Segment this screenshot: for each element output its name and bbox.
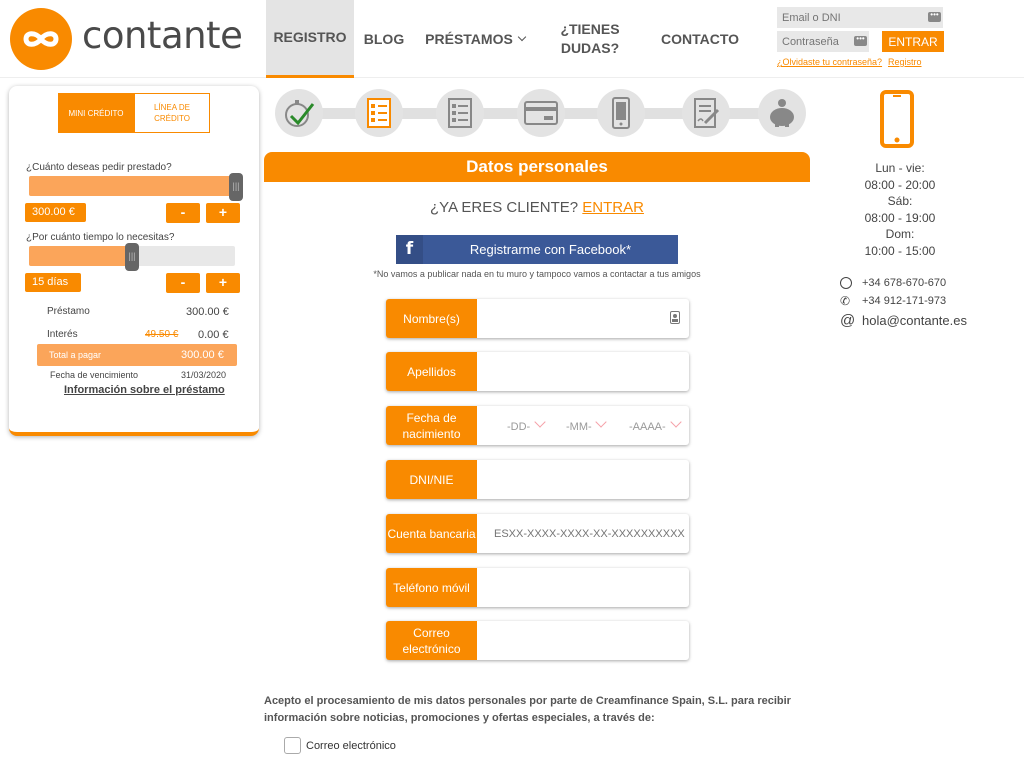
dni-label: DNI/NIE	[386, 460, 477, 499]
fecha-nacimiento-field	[386, 406, 689, 445]
telefono-input[interactable]	[477, 568, 689, 607]
loan-value: 300.00 €	[186, 306, 229, 318]
brand-name[interactable]: contante	[82, 14, 243, 57]
nombre-label: Nombre(s)	[386, 299, 477, 338]
total-value: 300.00 €	[181, 349, 224, 361]
section-title: Datos personales	[264, 152, 810, 182]
checklist-icon	[355, 89, 403, 137]
interest-value: 0.00 €	[198, 329, 229, 341]
amount-plus-button[interactable]: +	[206, 203, 240, 223]
piggy-bank-icon	[758, 89, 806, 137]
password-dots-icon[interactable]: •••	[854, 36, 867, 46]
time-plus-button[interactable]: +	[206, 273, 240, 293]
birth-year-select[interactable]: -AAAA-	[629, 421, 666, 433]
hours-saturday-value: 08:00 - 19:00	[864, 211, 936, 225]
nombre-field	[386, 299, 689, 338]
hours-saturday-label: Sáb:	[887, 194, 913, 208]
tab-mini-credito[interactable]: MINI CRÉDITO	[58, 93, 134, 133]
whatsapp-number: +34 678-670-670	[862, 277, 947, 289]
telefono-label: Teléfono móvil	[386, 568, 477, 607]
infinity-logo-icon[interactable]	[10, 8, 72, 70]
facebook-register-button[interactable]	[396, 235, 678, 264]
autofill-dots-icon[interactable]: •••	[928, 12, 941, 22]
due-value: 31/03/2020	[181, 370, 227, 380]
time-value: 15 días	[25, 273, 81, 292]
contact-card-icon[interactable]	[670, 311, 680, 324]
apellidos-label: Apellidos	[386, 352, 477, 391]
iban-input[interactable]	[477, 514, 689, 553]
birth-day-select[interactable]: -DD-	[507, 421, 531, 433]
nav-registro[interactable]: REGISTRO	[266, 0, 354, 78]
chevron-down-icon	[518, 33, 526, 41]
amount-minus-button[interactable]: -	[166, 203, 200, 223]
dni-field	[386, 460, 689, 499]
email-row[interactable]	[840, 312, 967, 329]
register-link[interactable]: Registro	[888, 57, 922, 67]
forgot-password-link[interactable]: ¿Olvidaste tu contraseña?	[777, 57, 883, 67]
phone-handset-icon: ✆	[840, 294, 851, 308]
already-client-line	[264, 199, 810, 216]
nav-contacto[interactable]: CONTACTO	[660, 30, 740, 47]
chevron-down-icon	[595, 416, 606, 427]
chevron-down-icon	[534, 416, 545, 427]
cuenta-bancaria-label: Cuenta bancaria	[386, 514, 477, 553]
at-sign-icon: @	[840, 312, 856, 329]
consent-email-label: Correo electrónico	[306, 740, 396, 752]
hours-sunday-value: 10:00 - 15:00	[864, 244, 936, 258]
interest-label: Interés	[47, 329, 78, 340]
birth-month-select[interactable]: -MM-	[566, 421, 592, 433]
time-question: ¿Por cuánto tiempo lo necesitas?	[26, 232, 175, 243]
nav-prestamos[interactable]	[420, 0, 530, 78]
contact-email: hola@contante.es	[862, 313, 967, 328]
mobile-phone-icon	[597, 89, 645, 137]
login-enter-button[interactable]: ENTRAR	[882, 31, 944, 52]
hours-sunday-label: Dom:	[885, 227, 915, 241]
hours-weekday-label: Lun - vie:	[875, 161, 925, 175]
facebook-icon: f	[396, 235, 423, 264]
phone-number: +34 912-171-973	[862, 295, 947, 307]
amount-slider[interactable]	[29, 176, 243, 196]
consent-text: Acepto el procesamiento de mis datos personales por parte de Creamfinance Spain, S.L. para recibir información sobre noticias, promociones y ofertas especiales, a través de:	[264, 695, 791, 724]
credit-card-icon	[517, 89, 565, 137]
loan-calculator	[9, 86, 259, 436]
loan-info-link[interactable]: Información sobre el préstamo	[64, 384, 225, 396]
time-slider-fill	[29, 246, 132, 266]
nav-blog[interactable]: BLOG	[363, 30, 405, 47]
facebook-button-label: Registrarme con Facebook*	[469, 242, 632, 257]
list-icon	[436, 89, 484, 137]
client-enter-link[interactable]: ENTRAR	[582, 199, 644, 216]
correo-field	[386, 621, 689, 660]
dni-input[interactable]	[477, 460, 689, 499]
total-label: Total a pagar	[49, 350, 102, 360]
consent-email-checkbox[interactable]	[284, 737, 301, 754]
already-client-text: ¿YA ERES CLIENTE?	[430, 199, 579, 216]
apellidos-input[interactable]	[477, 352, 689, 391]
facebook-note: *No vamos a publicar nada en tu muro y tampoco vamos a contactar a tus amigos	[373, 269, 701, 279]
correo-label: Correo electrónico	[386, 621, 477, 660]
amount-question: ¿Cuánto deseas pedir prestado?	[26, 162, 172, 173]
hours-weekday-value: 08:00 - 20:00	[864, 178, 936, 192]
correo-input[interactable]	[477, 621, 689, 660]
amount-value: 300.00 €	[25, 203, 86, 222]
chevron-down-icon	[670, 416, 681, 427]
time-minus-button[interactable]: -	[166, 273, 200, 293]
cuenta-bancaria-field	[386, 514, 689, 553]
interest-old-value: 49.50 €	[145, 329, 179, 340]
fecha-nacimiento-label: Fecha de nacimiento	[386, 406, 477, 445]
phone-row[interactable]	[840, 294, 946, 308]
amount-slider-fill	[29, 176, 236, 196]
apellidos-field	[386, 352, 689, 391]
amount-slider-handle[interactable]: |||	[229, 173, 243, 201]
nav-prestamos-label: PRÉSTAMOS	[425, 30, 513, 47]
phone-icon	[880, 90, 914, 148]
loan-label: Préstamo	[47, 306, 90, 317]
total-bar	[37, 344, 237, 366]
header	[0, 0, 1024, 78]
time-slider-handle[interactable]: |||	[125, 243, 139, 271]
stopwatch-check-icon	[275, 89, 323, 137]
whatsapp-icon	[840, 277, 852, 289]
time-slider[interactable]	[29, 246, 235, 266]
nav-tienes-dudas[interactable]: ¿TIENES DUDAS?	[560, 21, 620, 56]
whatsapp-row[interactable]	[840, 277, 946, 289]
signed-document-icon	[682, 89, 730, 137]
nombre-input[interactable]	[477, 299, 689, 338]
telefono-field	[386, 568, 689, 607]
due-label: Fecha de vencimiento	[50, 370, 139, 380]
tab-linea-credito[interactable]: LÍNEA DE CRÉDITO	[134, 93, 210, 133]
email-dni-input[interactable]	[777, 7, 943, 28]
